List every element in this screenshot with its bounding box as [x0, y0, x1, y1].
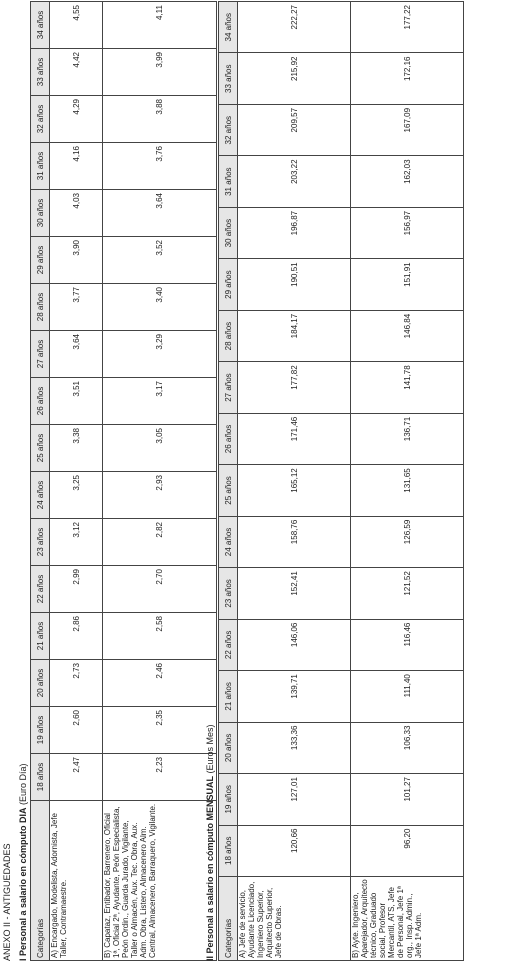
value-cell: 177,22: [351, 2, 464, 54]
header-years: 30 años: [219, 207, 238, 258]
section-2-bold: MENSUAL: [205, 775, 215, 821]
header-years: 28 años: [31, 284, 50, 331]
value-cell: 4,16: [50, 143, 103, 190]
value-cell: 126,59: [351, 516, 464, 567]
value-cell: 171,46: [238, 413, 351, 464]
value-cell: 3,88: [103, 96, 217, 143]
header-years: 29 años: [219, 259, 238, 310]
value-cell: 96,20: [351, 825, 464, 876]
section-2-suffix: (Euros Mes): [205, 724, 215, 776]
value-cell: 3,76: [103, 143, 217, 190]
header-years: 25 años: [31, 425, 50, 472]
header-years: 19 años: [219, 774, 238, 825]
value-cell: 2,82: [103, 519, 217, 566]
header-years: 20 años: [31, 660, 50, 707]
value-cell: 222,27: [238, 2, 351, 54]
value-cell: 2,23: [103, 754, 217, 801]
value-cell: 3,38: [50, 425, 103, 472]
category-cell: B) Ayte. Ingeniero, Aparejador, Arquitecto técnico, Graduado social, Profesor Mercantil, ATS, Jefe de Personal, Jefe 1ª org., Insp. Admin., Jefe 1ª Adm.: [351, 877, 464, 961]
value-cell: 127,01: [238, 774, 351, 825]
value-cell: 111,40: [351, 671, 464, 722]
value-cell: 165,12: [238, 465, 351, 516]
header-years: 18 años: [219, 825, 238, 876]
value-cell: 4,55: [50, 2, 103, 49]
table-header-row: [31, 2, 50, 961]
value-cell: 196,87: [238, 207, 351, 258]
value-cell: 3,99: [103, 49, 217, 96]
header-years: 31 años: [219, 156, 238, 207]
value-cell: 172,16: [351, 53, 464, 104]
header-years: 26 años: [219, 413, 238, 464]
value-cell: 141,78: [351, 362, 464, 413]
value-cell: 3,64: [50, 331, 103, 378]
value-cell: 4,42: [50, 49, 103, 96]
header-years: 24 años: [219, 516, 238, 567]
value-cell: 177,82: [238, 362, 351, 413]
value-cell: 4,29: [50, 96, 103, 143]
value-cell: 162,03: [351, 156, 464, 207]
header-years: 22 años: [219, 619, 238, 670]
value-cell: 2,99: [50, 566, 103, 613]
value-cell: 116,46: [351, 619, 464, 670]
header-years: 20 años: [219, 722, 238, 773]
value-cell: 2,47: [50, 754, 103, 801]
value-cell: 3,25: [50, 472, 103, 519]
header-years: 19 años: [31, 707, 50, 754]
value-cell: 131,65: [351, 465, 464, 516]
header-years: 21 años: [219, 671, 238, 722]
section-1-prefix: I Personal a salario en cómputo: [18, 822, 28, 961]
value-cell: 209,57: [238, 104, 351, 155]
value-cell: 3,29: [103, 331, 217, 378]
value-cell: 2,58: [103, 613, 217, 660]
header-categories: Categorías: [31, 801, 50, 961]
header-years: 30 años: [31, 190, 50, 237]
header-years: 25 años: [219, 465, 238, 516]
value-cell: 167,09: [351, 104, 464, 155]
header-categories: Categorías: [219, 877, 238, 961]
header-years: 28 años: [219, 310, 238, 361]
value-cell: 139,71: [238, 671, 351, 722]
value-cell: 2,93: [103, 472, 217, 519]
value-cell: 3,77: [50, 284, 103, 331]
section-1-bold: DIA: [18, 807, 28, 823]
value-cell: 146,06: [238, 619, 351, 670]
value-cell: 215,92: [238, 53, 351, 104]
value-cell: 106,33: [351, 722, 464, 773]
value-cell: 121,52: [351, 568, 464, 619]
section-2-heading: [205, 724, 215, 961]
value-cell: 2,35: [103, 707, 217, 754]
value-cell: 184,17: [238, 310, 351, 361]
value-cell: 101,27: [351, 774, 464, 825]
header-years: 33 años: [31, 49, 50, 96]
value-cell: 2,73: [50, 660, 103, 707]
value-cell: 203,22: [238, 156, 351, 207]
value-cell: 3,51: [50, 378, 103, 425]
header-years: 23 años: [31, 519, 50, 566]
header-years: 31 años: [31, 143, 50, 190]
table-row: [351, 2, 464, 961]
value-cell: 152,41: [238, 568, 351, 619]
month-salary-table: [218, 1, 464, 961]
value-cell: 3,64: [103, 190, 217, 237]
value-cell: 151,91: [351, 259, 464, 310]
day-salary-table: [30, 1, 217, 961]
header-years: 27 años: [31, 331, 50, 378]
value-cell: 4,03: [50, 190, 103, 237]
section-2-prefix: II Personal a salario en cómputo: [205, 820, 215, 961]
value-cell: 3,40: [103, 284, 217, 331]
value-cell: 136,71: [351, 413, 464, 464]
header-years: 18 años: [31, 754, 50, 801]
category-cell: A) Encargado, Modelista, Adornista, Jefe Taller, Contramaestre.: [50, 801, 103, 961]
value-cell: 156,97: [351, 207, 464, 258]
value-cell: 3,17: [103, 378, 217, 425]
header-years: 29 años: [31, 237, 50, 284]
value-cell: 2,70: [103, 566, 217, 613]
value-cell: 4,11: [103, 2, 217, 49]
header-years: 34 años: [31, 2, 50, 49]
value-cell: 3,90: [50, 237, 103, 284]
header-years: 32 años: [31, 96, 50, 143]
value-cell: 3,52: [103, 237, 217, 284]
value-cell: 158,76: [238, 516, 351, 567]
table-row: [103, 2, 217, 961]
value-cell: 3,12: [50, 519, 103, 566]
value-cell: 146,84: [351, 310, 464, 361]
value-cell: 2,46: [103, 660, 217, 707]
value-cell: 190,51: [238, 259, 351, 310]
header-years: 34 años: [219, 2, 238, 54]
header-years: 22 años: [31, 566, 50, 613]
table-header-row: [219, 2, 238, 961]
table-row: [50, 2, 103, 961]
header-years: 24 años: [31, 472, 50, 519]
annex-title: ANEXO II - ANTIGUEDADES: [2, 843, 12, 961]
category-cell: B) Capataz, Entibador, Barrenero, Oficial 1ª, Oficial 2ª, Ayudante, Peón Especialista, Peón Ordin., Guarda Jurado, Vigilante, Taller o Almacén, Aux. Tec. Obra, Aux. Adm. Obra, Listero, Almacenero Alm. Central, Almacenero, Barraquero, Vigilante.: [103, 801, 217, 961]
table-row: [238, 2, 351, 961]
value-cell: 133,36: [238, 722, 351, 773]
value-cell: 3,05: [103, 425, 217, 472]
section-1-suffix: (Euro Día): [18, 763, 28, 808]
header-years: 32 años: [219, 104, 238, 155]
value-cell: 120,66: [238, 825, 351, 876]
header-years: 33 años: [219, 53, 238, 104]
category-cell: A) Jefe de servicio, Ayudante Licenciado, Ingeniero Superior, Arquitecto Superior, Jefe de Obras.: [238, 877, 351, 961]
section-1-heading: [18, 763, 28, 961]
header-years: 21 años: [31, 613, 50, 660]
value-cell: 2,86: [50, 613, 103, 660]
header-years: 26 años: [31, 378, 50, 425]
header-years: 23 años: [219, 568, 238, 619]
header-years: 27 años: [219, 362, 238, 413]
value-cell: 2,60: [50, 707, 103, 754]
